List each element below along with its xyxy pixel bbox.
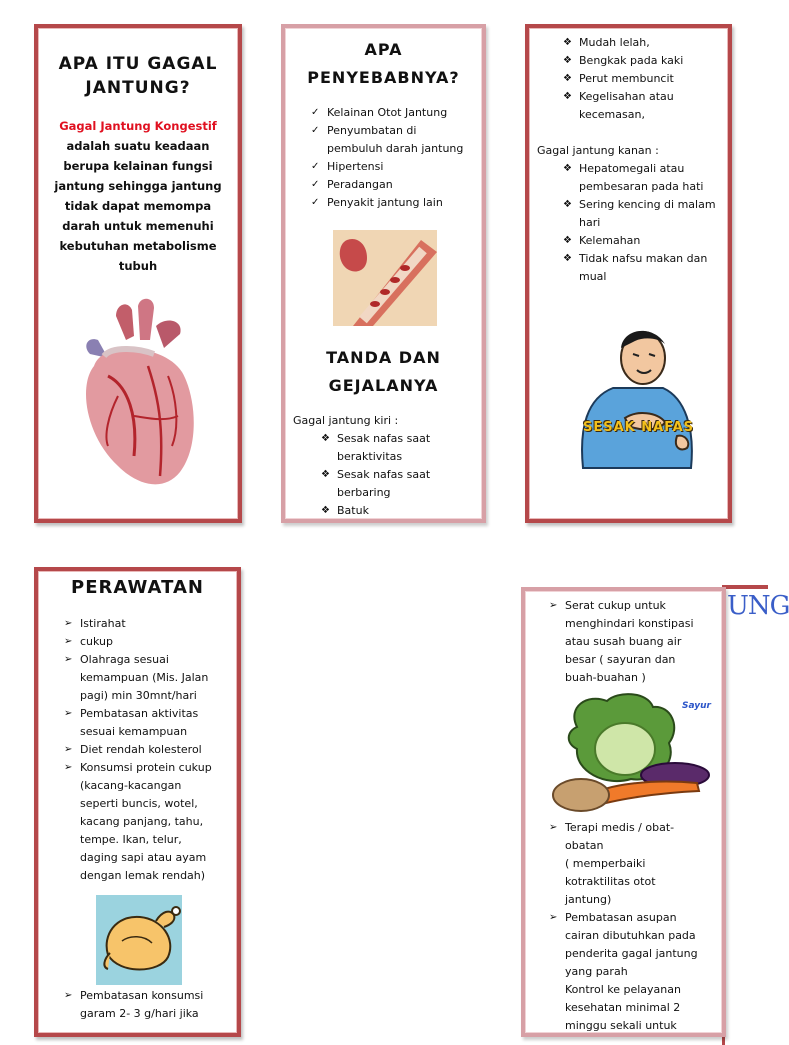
symptom-text: Perut membuncit [579, 72, 674, 85]
list-item [321, 430, 431, 466]
list-item [64, 651, 212, 705]
cause-text: Hipertensi [327, 160, 384, 173]
panel-causes-and-signs [281, 24, 486, 523]
list-item [549, 819, 698, 909]
diamond-bullet-icon: ❖ [563, 55, 572, 66]
list-item [321, 502, 430, 520]
arrow-bullet-icon: ➢ [64, 636, 73, 647]
symptom-text: Bengkak pada kaki [579, 54, 684, 67]
treatment-text: Pembatasan aktivitas [80, 707, 199, 720]
treatment-text: yang parah [565, 965, 628, 978]
list-item [321, 466, 431, 502]
treatment-text: Serat cukup untuk [565, 599, 666, 612]
panel-symptoms-continued [525, 24, 732, 523]
panel-treatment [34, 567, 241, 1037]
definition-line: tidak dapat memompa [64, 199, 212, 213]
arrow-bullet-icon: ➢ [64, 708, 73, 719]
treatment-text: Konsumsi protein cukup [80, 761, 212, 774]
treatment-list-continued [64, 987, 204, 1023]
check-icon: ✓ [311, 161, 320, 172]
list-item [563, 52, 684, 70]
list-item [64, 987, 204, 1023]
list-item [311, 104, 482, 122]
list-item [563, 88, 683, 124]
treatment-list [64, 615, 212, 885]
partial-title-panel [722, 585, 789, 1045]
symptom-text: Sering kencing di malam [579, 198, 716, 211]
diamond-bullet-icon: ❖ [563, 163, 572, 174]
check-icon: ✓ [311, 107, 320, 118]
list-item [563, 232, 716, 250]
diamond-bullet-icon: ❖ [563, 91, 572, 102]
panel1-title [38, 52, 238, 100]
check-icon: ✓ [311, 197, 320, 208]
list-item [64, 759, 212, 885]
symptom-text: kecemasan, [579, 108, 645, 121]
definition-text [48, 116, 228, 276]
definition-line: darah untuk memenuhi [62, 219, 214, 233]
list-item [563, 250, 716, 286]
diamond-bullet-icon: ❖ [321, 433, 330, 444]
arrow-bullet-icon: ➢ [549, 912, 558, 923]
cause-text: pembuluh darah jantung [327, 142, 464, 155]
definition-line: adalah suatu keadaan [66, 139, 210, 153]
symptom-text: berbaring [337, 486, 391, 499]
treatment-text: Pembatasan konsumsi [80, 989, 204, 1002]
list-item [563, 196, 716, 232]
symptom-text: Sesak nafas saat [337, 432, 431, 445]
symptom-text: Hepatomegali atau [579, 162, 685, 175]
definition-line: jantung sehingga jantung [54, 179, 222, 193]
diamond-bullet-icon: ❖ [563, 73, 572, 84]
treatment-text: kotraktilitas otot [565, 875, 656, 888]
treatment-text: besar ( sayuran dan [565, 653, 676, 666]
panel1-title-line2: JANTUNG? [85, 78, 191, 98]
list-item [549, 597, 694, 687]
list-item [311, 122, 482, 158]
symptom-text: beraktivitas [337, 450, 403, 463]
list-item [64, 741, 212, 759]
treatment-text: sesuai kemampuan [80, 725, 188, 738]
causes-title-line1: APA [364, 40, 403, 59]
cause-text: Peradangan [327, 178, 393, 191]
diamond-bullet-icon: ❖ [321, 469, 330, 480]
arrow-bullet-icon: ➢ [64, 990, 73, 1001]
signs-title [285, 344, 482, 400]
left-failure-heading: Gagal jantung kiri : [293, 414, 399, 427]
treatment-text: Diet rendah kolesterol [80, 743, 202, 756]
treatment-text: penderita gagal jantung [565, 947, 698, 960]
treatment-text: Terapi medis / obat- [565, 821, 675, 834]
treatment-text: dengan lemak rendah) [80, 869, 206, 882]
signs-title-line2: GEJALANYA [328, 376, 439, 395]
treatment-text: Kontrol ke pelayanan [565, 983, 681, 996]
symptom-text: Sesak nafas saat [337, 468, 431, 481]
list-item [563, 70, 683, 88]
causes-list [311, 104, 482, 212]
panel1-title-line1: APA ITU GAGAL [58, 54, 218, 74]
symptom-text: Batuk [337, 504, 369, 517]
treatment-text: kemampuan (Mis. Jalan [80, 671, 209, 684]
causes-title-line2: PENYEBABNYA? [307, 68, 460, 87]
arrow-bullet-icon: ➢ [64, 654, 73, 665]
diamond-bullet-icon: ❖ [563, 235, 572, 246]
definition-term: Gagal Jantung Kongestif [59, 119, 217, 133]
list-item [549, 909, 698, 1035]
treatment-text: obatan [565, 839, 604, 852]
definition-line: tubuh [118, 259, 158, 273]
list-item [311, 158, 482, 176]
heart-illustration [68, 296, 208, 496]
signs-title-line1: TANDA DAN [326, 348, 441, 367]
right-failure-heading: Gagal jantung kanan : [537, 144, 659, 157]
definition-line: berupa kelainan fungsi [63, 159, 213, 173]
right-symptoms-list [563, 160, 716, 286]
arrow-bullet-icon: ➢ [549, 822, 558, 833]
left-symptoms-continued [563, 34, 684, 124]
man-coughing-icon [573, 318, 703, 468]
diamond-bullet-icon: ❖ [563, 199, 572, 210]
treatment-text: cukup [80, 635, 114, 648]
treatment-list-medical [549, 819, 698, 1035]
artery-illustration [333, 230, 437, 326]
symptom-text: Tidak nafsu makan dan [579, 252, 708, 265]
treatment-text: minggu sekali untuk [565, 1019, 677, 1032]
treatment-text: jantung) [565, 893, 612, 906]
veg-label: Sayur [682, 701, 711, 711]
symptom-text: Kelemahan [579, 234, 641, 247]
treatment-text: atau susah buang air [565, 635, 682, 648]
treatment-text: garam 2- 3 g/hari jika [80, 1007, 199, 1020]
symptom-text: Kegelisahan atau [579, 90, 674, 103]
treatment-text: buah-buahan ) [565, 671, 646, 684]
list-item [64, 633, 212, 651]
cause-text: Penyumbatan di [327, 124, 417, 137]
arrow-bullet-icon: ➢ [64, 744, 73, 755]
arrow-bullet-icon: ➢ [64, 618, 73, 629]
symptom-text: pembesaran pada hati [579, 180, 704, 193]
partial-title-text: UNG [727, 591, 789, 621]
treatment-text: tempe. Ikan, telur, [80, 833, 182, 846]
vegetables-illustration [547, 687, 717, 819]
diamond-bullet-icon: ❖ [321, 505, 330, 516]
arrow-bullet-icon: ➢ [549, 600, 558, 611]
treatment-text: seperti buncis, wotel, [80, 797, 198, 810]
list-item [563, 34, 683, 52]
shortness-of-breath-illustration [573, 318, 703, 468]
treatment-text: kacang panjang, tahu, [80, 815, 204, 828]
cause-text: Penyakit jantung lain [327, 196, 443, 209]
treatment-title: PERAWATAN [71, 577, 204, 598]
fiber-list [549, 597, 694, 687]
treatment-text: ( memperbaiki [565, 857, 646, 870]
treatment-text: kesehatan minimal 2 [565, 1001, 681, 1014]
treatment-text: pagi) min 30mnt/hari [80, 689, 197, 702]
treatment-text: cairan dibutuhkan pada [565, 929, 696, 942]
panel-treatment-continued [521, 587, 726, 1037]
illustration-caption: SESAK NAFAS [583, 420, 695, 435]
definition-line: kebutuhan metabolisme [59, 239, 217, 253]
symptom-text: Mudah lelah, [579, 36, 650, 49]
left-symptoms-list [321, 430, 431, 520]
treatment-text: (kacang-kacangan [80, 779, 182, 792]
list-item [563, 160, 716, 196]
treatment-text: Pembatasan asupan [565, 911, 677, 924]
treatment-text: menghindari konstipasi [565, 617, 694, 630]
treatment-text: Istirahat [80, 617, 126, 630]
treatment-text: daging sapi atau ayam [80, 851, 207, 864]
panel-what-is-heart-failure [34, 24, 242, 523]
list-item [64, 705, 212, 741]
treatment-text: Olahraga sesuai [80, 653, 169, 666]
diamond-bullet-icon: ❖ [563, 253, 572, 264]
cause-text: Kelainan Otot Jantung [327, 106, 448, 119]
symptom-text: mual [579, 270, 607, 283]
check-icon: ✓ [311, 125, 320, 136]
symptom-text: hari [579, 216, 601, 229]
list-item [311, 176, 482, 194]
list-item [311, 194, 482, 212]
diamond-bullet-icon: ❖ [563, 37, 572, 48]
list-item [64, 615, 212, 633]
roast-chicken-icon [96, 895, 182, 985]
check-icon: ✓ [311, 179, 320, 190]
causes-title [285, 36, 482, 92]
arrow-bullet-icon: ➢ [64, 762, 73, 773]
